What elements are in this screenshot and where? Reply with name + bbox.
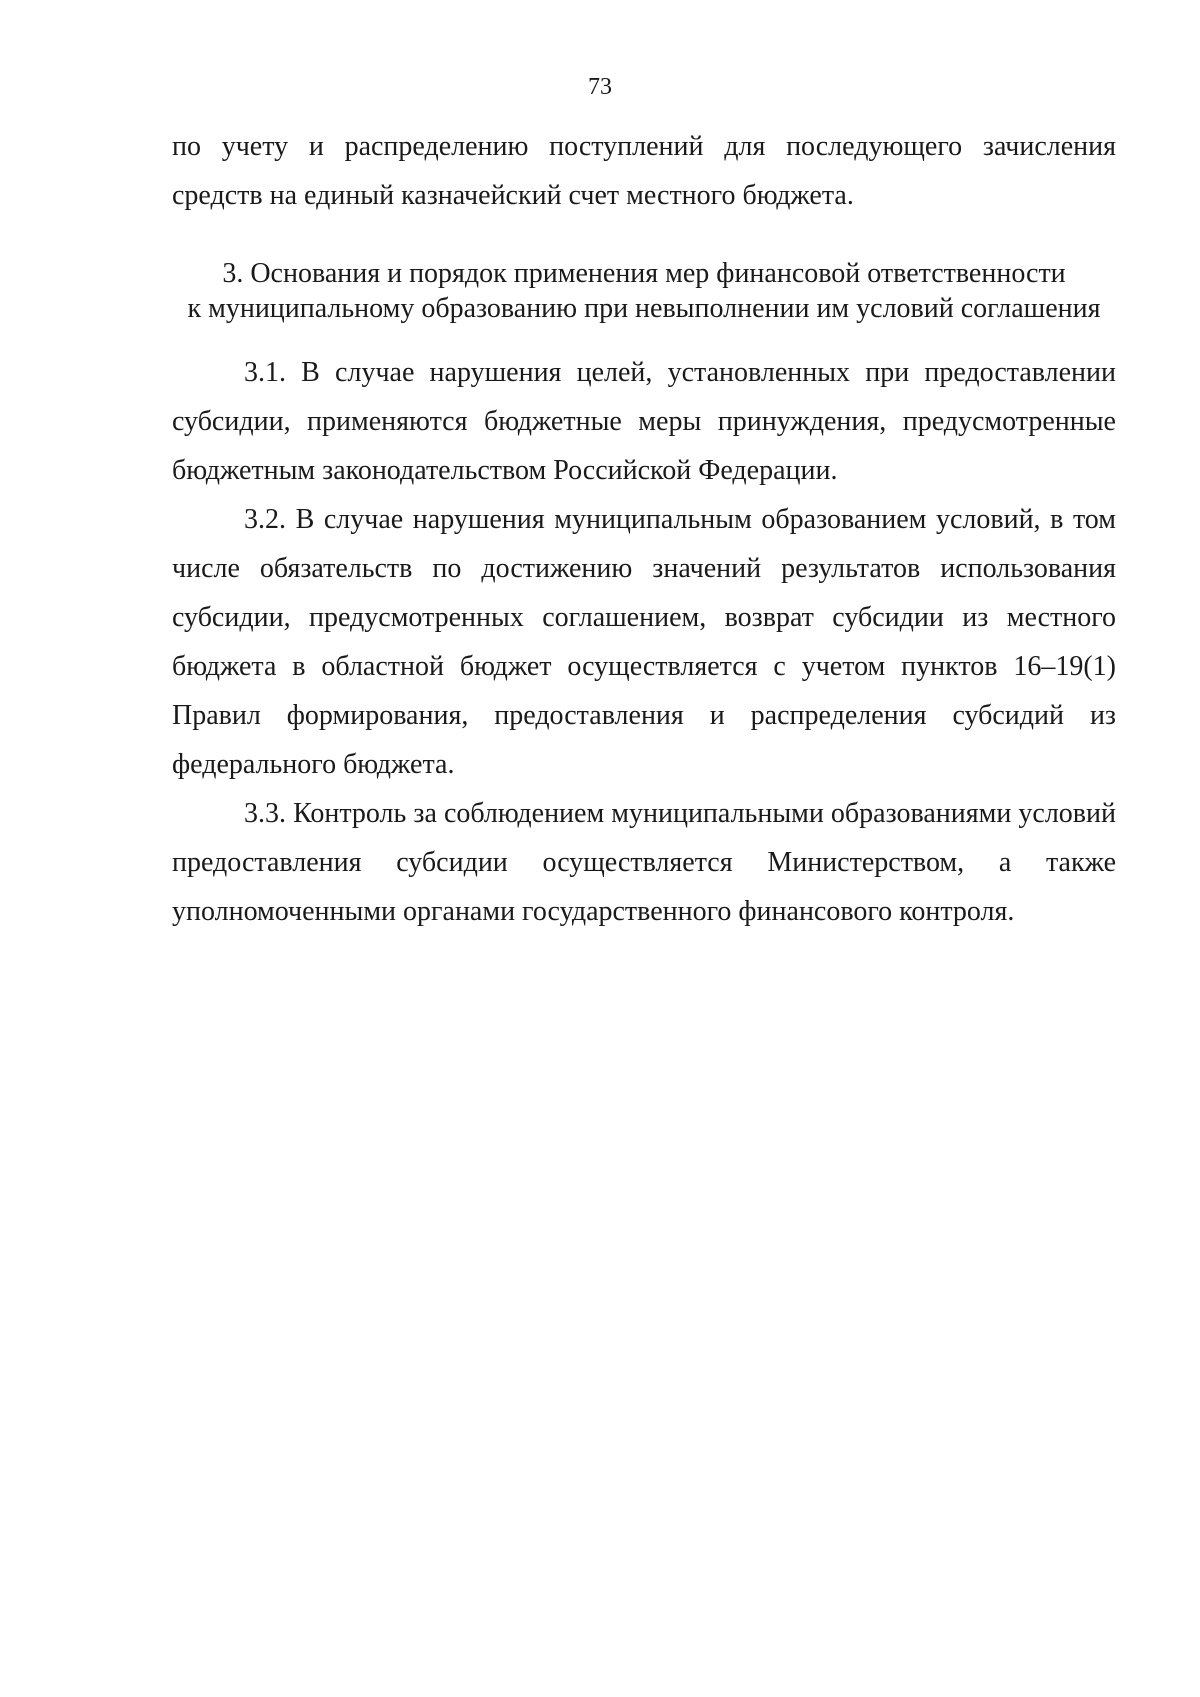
- page-number: 73: [588, 74, 612, 100]
- section-heading: [172, 256, 1116, 326]
- section-heading-line-2: к муниципальному образованию при невыполнении им условий соглашения: [187, 293, 1101, 324]
- section-heading-line-1: 3. Основания и порядок применения мер финансовой ответственности: [222, 258, 1066, 289]
- intro-paragraph: по учету и распределению поступлений для последующего зачисления средств на единый казначейский счет местного бюджета.: [172, 131, 1116, 211]
- paragraph-3-1: 3.1. В случае нарушения целей, установленных при предоставлении субсидии, применяются бюджетные меры принуждения, предусмотренные бюджетным законодательством Российской Федерации.: [172, 357, 1116, 486]
- paragraph-3-3: 3.3. Контроль за соблюдением муниципальными образованиями условий предоставления субсидии осуществляется Министерством, а также уполномоченными органами государственного финансового контроля.: [172, 798, 1116, 927]
- paragraph-3-2: 3.2. В случае нарушения муниципальным образованием условий, в том числе обязательств по достижению значений результатов использования субсидии, предусмотренных соглашением, возврат субсидии из местного бюджета в областной бюджет осуществляется с учетом пунктов 16–19(1) Правил формирования, предоставления и распределения субсидий из федерального бюджета.: [172, 504, 1116, 780]
- document-body: [172, 122, 1116, 936]
